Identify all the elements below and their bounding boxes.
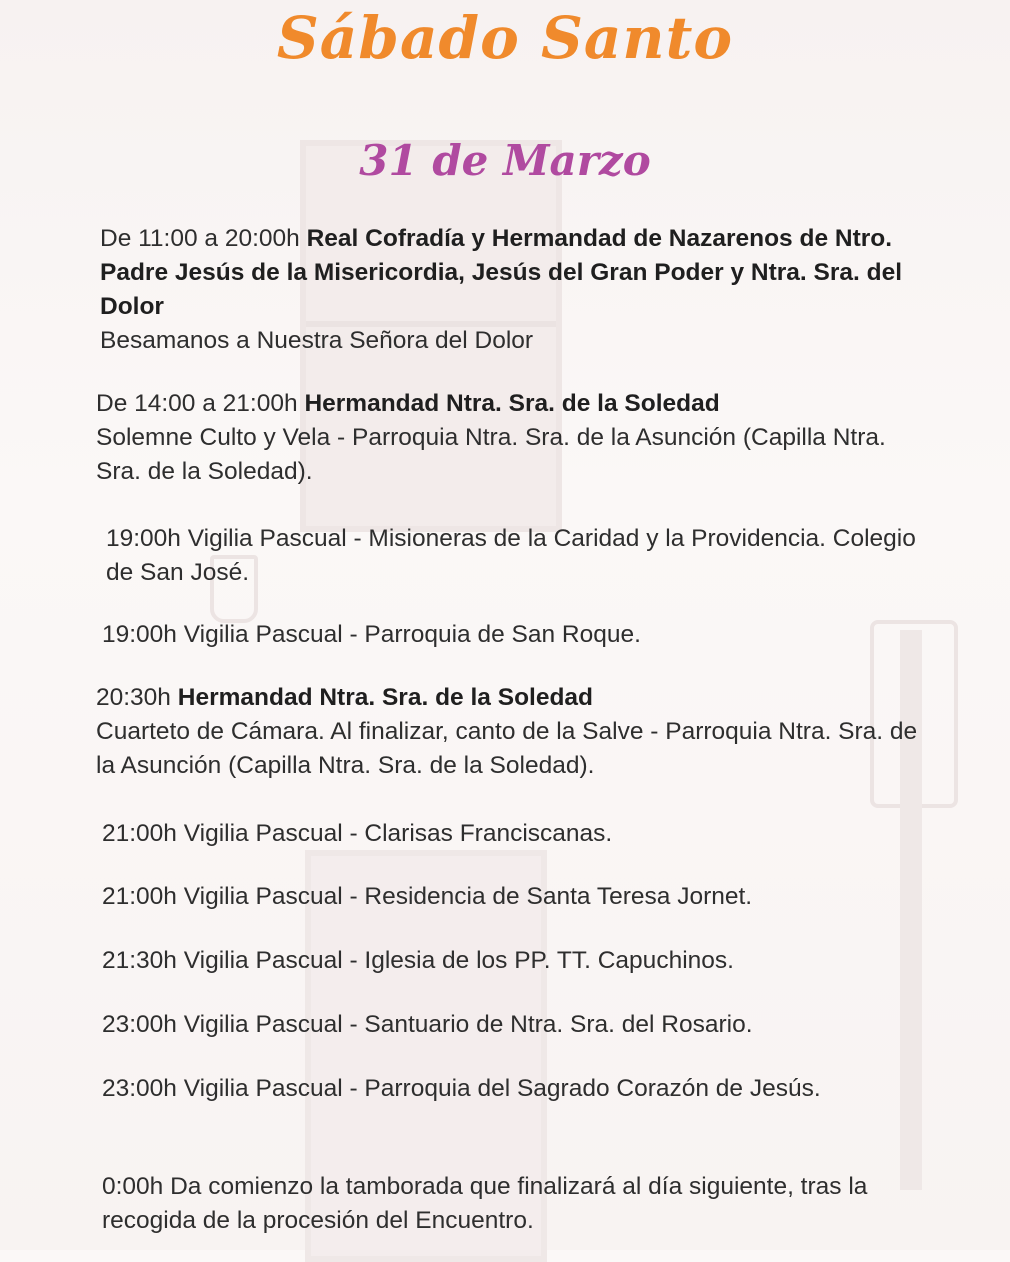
event-organizer: Hermandad Ntra. Sra. de la Soledad xyxy=(177,684,594,711)
event-detail: Solemne Culto y Vela - Parroquia Ntra. Sra. de la Asunción (Capilla Ntra. Sra. de la Soledad). xyxy=(96,424,886,485)
event-detail: Cuarteto de Cámara. Al finalizar, canto de la Salve - Parroquia Ntra. Sra. de la Asunción (Capilla Ntra. Sra. de la Soledad). xyxy=(96,718,918,779)
event-entry xyxy=(102,618,932,652)
event-text: 21:30h Vigilia Pascual - Iglesia de los PP. TT. Capuchinos. xyxy=(102,947,734,974)
event-text: 21:00h Vigilia Pascual - Clarisas Franciscanas. xyxy=(102,820,613,847)
event-entry xyxy=(96,387,926,489)
event-detail: Besamanos a Nuestra Señora del Dolor xyxy=(100,327,534,354)
event-time: De 11:00 a 20:00h xyxy=(100,225,300,252)
event-time: 20:30h xyxy=(96,684,171,711)
event-entry xyxy=(102,1170,932,1238)
event-entry xyxy=(102,1072,892,1106)
event-entry xyxy=(102,817,932,851)
event-entry xyxy=(102,880,932,914)
event-text: 21:00h Vigilia Pascual - Residencia de Santa Teresa Jornet. xyxy=(102,883,753,910)
event-entry xyxy=(102,944,932,978)
event-text: 23:00h Vigilia Pascual - Parroquia del Sagrado Corazón de Jesús. xyxy=(102,1075,821,1102)
event-entry xyxy=(106,522,921,590)
event-organizer: Real Cofradía y Hermandad de Nazarenos de Ntro. Padre Jesús de la Misericordia, Jesús del Gran Poder y Ntra. Sra. del Dolor xyxy=(100,225,903,320)
page-date: 31 de Marzo xyxy=(359,136,651,185)
event-organizer: Hermandad Ntra. Sra. de la Soledad xyxy=(304,390,720,417)
event-text: 19:00h Vigilia Pascual - Misioneras de la Caridad y la Providencia. Colegio de San José. xyxy=(106,525,916,586)
event-entry xyxy=(96,681,926,783)
event-time: De 14:00 a 21:00h xyxy=(96,390,298,417)
event-text: 0:00h Da comienzo la tamborada que finalizará al día siguiente, tras la recogida de la procesión del Encuentro. xyxy=(102,1173,868,1234)
event-text: 23:00h Vigilia Pascual - Santuario de Ntra. Sra. del Rosario. xyxy=(102,1011,753,1038)
event-entry xyxy=(100,222,930,358)
event-text: 19:00h Vigilia Pascual - Parroquia de San Roque. xyxy=(102,621,641,648)
page-title: Sábado Santo xyxy=(276,4,734,72)
event-entry xyxy=(102,1008,932,1042)
